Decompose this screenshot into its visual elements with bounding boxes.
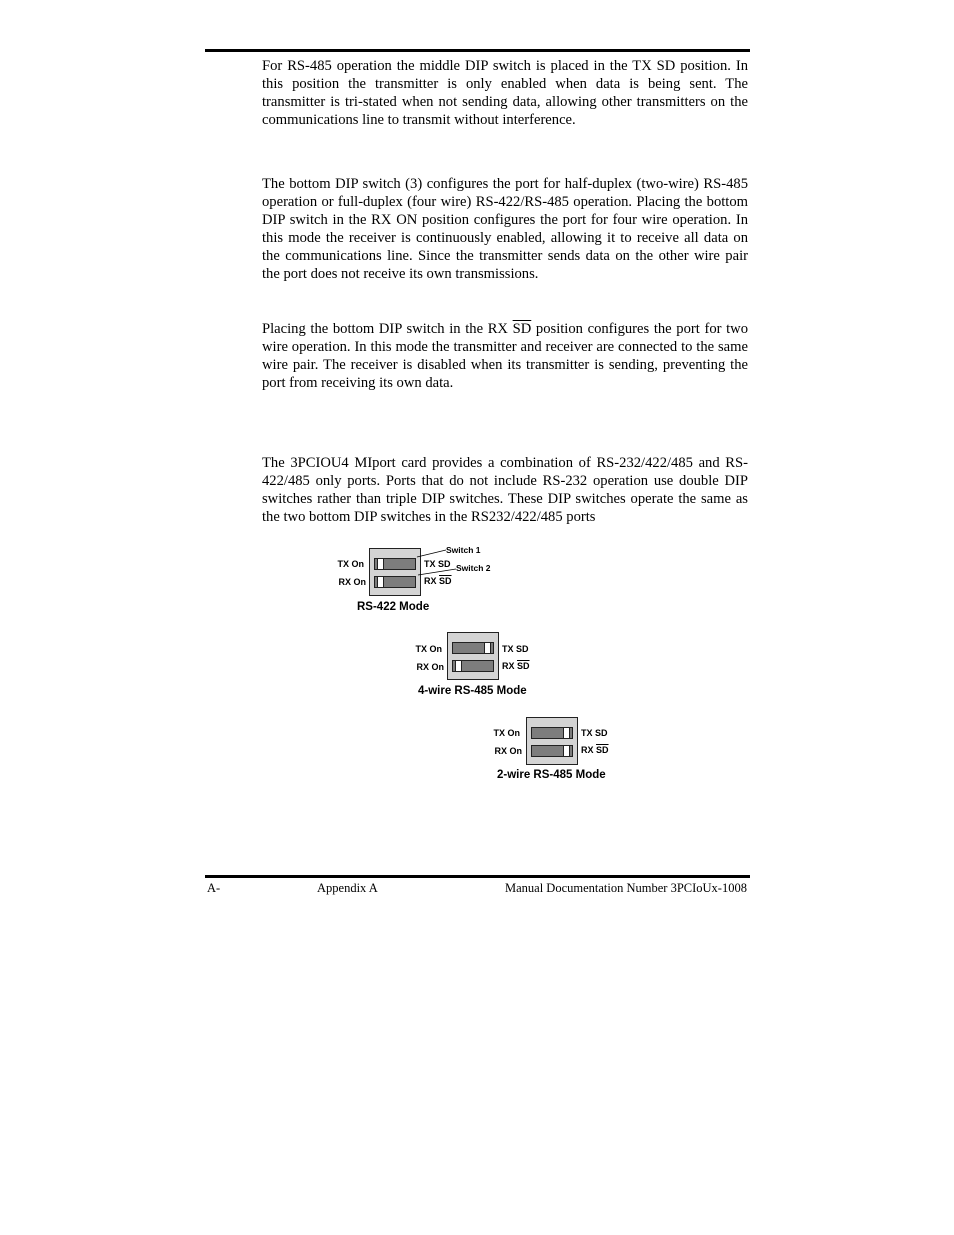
footer-page-number: A- (207, 881, 221, 895)
footer-doc-number: Manual Documentation Number 3PCIoUx-1008 (505, 881, 747, 895)
rs422-switch-2-slot (374, 576, 416, 588)
wire4-mode-title: 4-wire RS-485 Mode (418, 685, 527, 697)
wire4-rx-sd-label (502, 661, 530, 671)
wire2-mode-title: 2-wire RS-485 Mode (497, 769, 606, 781)
wire4-rx-sd-overline: $\overline{SD}$ (517, 661, 530, 671)
wire2-tx-sd-label: TX SD (581, 728, 608, 738)
paragraph-miport: The 3PCIOU4 MIport card provides a combination of RS-232/422/485 and RS-422/485 only ports. Ports that do not include RS-232 operation use double DIP switches rather than triple DIP switches. These DIP switches operate the same as the two bottom DIP switches in the RS232/422/485 ports (262, 455, 748, 525)
rs422-switch-2-knob (377, 577, 384, 587)
wire2-switch-1-slot (531, 727, 573, 739)
footer-section: Appendix A (317, 881, 378, 895)
wire4-tx-on-label: TX On (415, 644, 442, 654)
wire2-rx-prefix: RX (581, 745, 597, 755)
wire2-rx-sd-label (581, 745, 609, 755)
paragraph-bottom-dip: The bottom DIP switch (3) configures the port for half-duplex (two-wire) RS-485 operation or full-duplex (four wire) RS-422/RS-485 operation. Placing the bottom DIP switch in the RX ON position configures the port for four wire operation. In this mode the receiver is continuously enabled, allowing it to receive all data on the communications line. Since the transmitter sends data on the other wire pair the port does not receive its own transmissions. (262, 176, 748, 282)
rs422-rx-sd-overline: $\overline{SD}$ (439, 576, 452, 586)
rs422-rx-prefix: RX (424, 576, 440, 586)
rs422-switch-1-knob (377, 559, 384, 569)
wire2-switch-2-slot (531, 745, 573, 757)
wire4-switch-1-knob (484, 643, 491, 653)
wire2-rx-sd-overline: $\overline{SD}$ (596, 745, 609, 755)
rs422-mode-title: RS-422 Mode (357, 601, 430, 613)
rs422-switch-2-label: Switch 2 (456, 563, 491, 573)
wire2-switch-2-knob (563, 746, 570, 756)
paragraph-rx-sd (262, 320, 748, 392)
footer-rule (205, 875, 750, 878)
rs422-tx-on-label: TX On (337, 559, 364, 569)
paragraph-tx-sd: For RS-485 operation the middle DIP switch is placed in the TX SD position. In this position the transmitter is only enabled when data is being sent. The transmitter is tri-stated when not sending data, allowing other transmitters on the communications line to transmit without interference. (262, 58, 748, 128)
wire4-switch-2-knob (455, 661, 462, 671)
rs422-tx-sd-label: TX SD (424, 559, 451, 569)
header-rule (205, 49, 750, 52)
rs422-dip-switch (369, 548, 421, 596)
wire4-dip-switch (447, 632, 499, 680)
wire4-rx-prefix: RX (502, 661, 518, 671)
p3-overline-sd: $\overline{SD}$ (512, 321, 532, 337)
wire4-tx-sd-label: TX SD (502, 644, 529, 654)
wire4-rx-on-label: RX On (416, 662, 444, 672)
rs422-rx-sd-label (424, 576, 452, 586)
rs422-rx-on-label: RX On (338, 577, 366, 587)
rs422-switch-1-label: Switch 1 (446, 545, 481, 555)
wire2-tx-on-label: TX On (493, 728, 520, 738)
wire2-dip-switch (526, 717, 578, 765)
wire4-switch-1-slot (452, 642, 494, 654)
wire2-switch-1-knob (563, 728, 570, 738)
rs422-switch-1-slot (374, 558, 416, 570)
p3-text-before: Placing the bottom DIP switch in the RX (262, 321, 513, 337)
wire2-rx-on-label: RX On (494, 746, 522, 756)
wire4-switch-2-slot (452, 660, 494, 672)
p3-text-after: position configures the port for two wire operation. In this mode the transmitter and receiver are connected to the same wire pair. The receiver is disabled when its transmitter is sending, preventing the port from receiving its own data. (262, 321, 749, 391)
